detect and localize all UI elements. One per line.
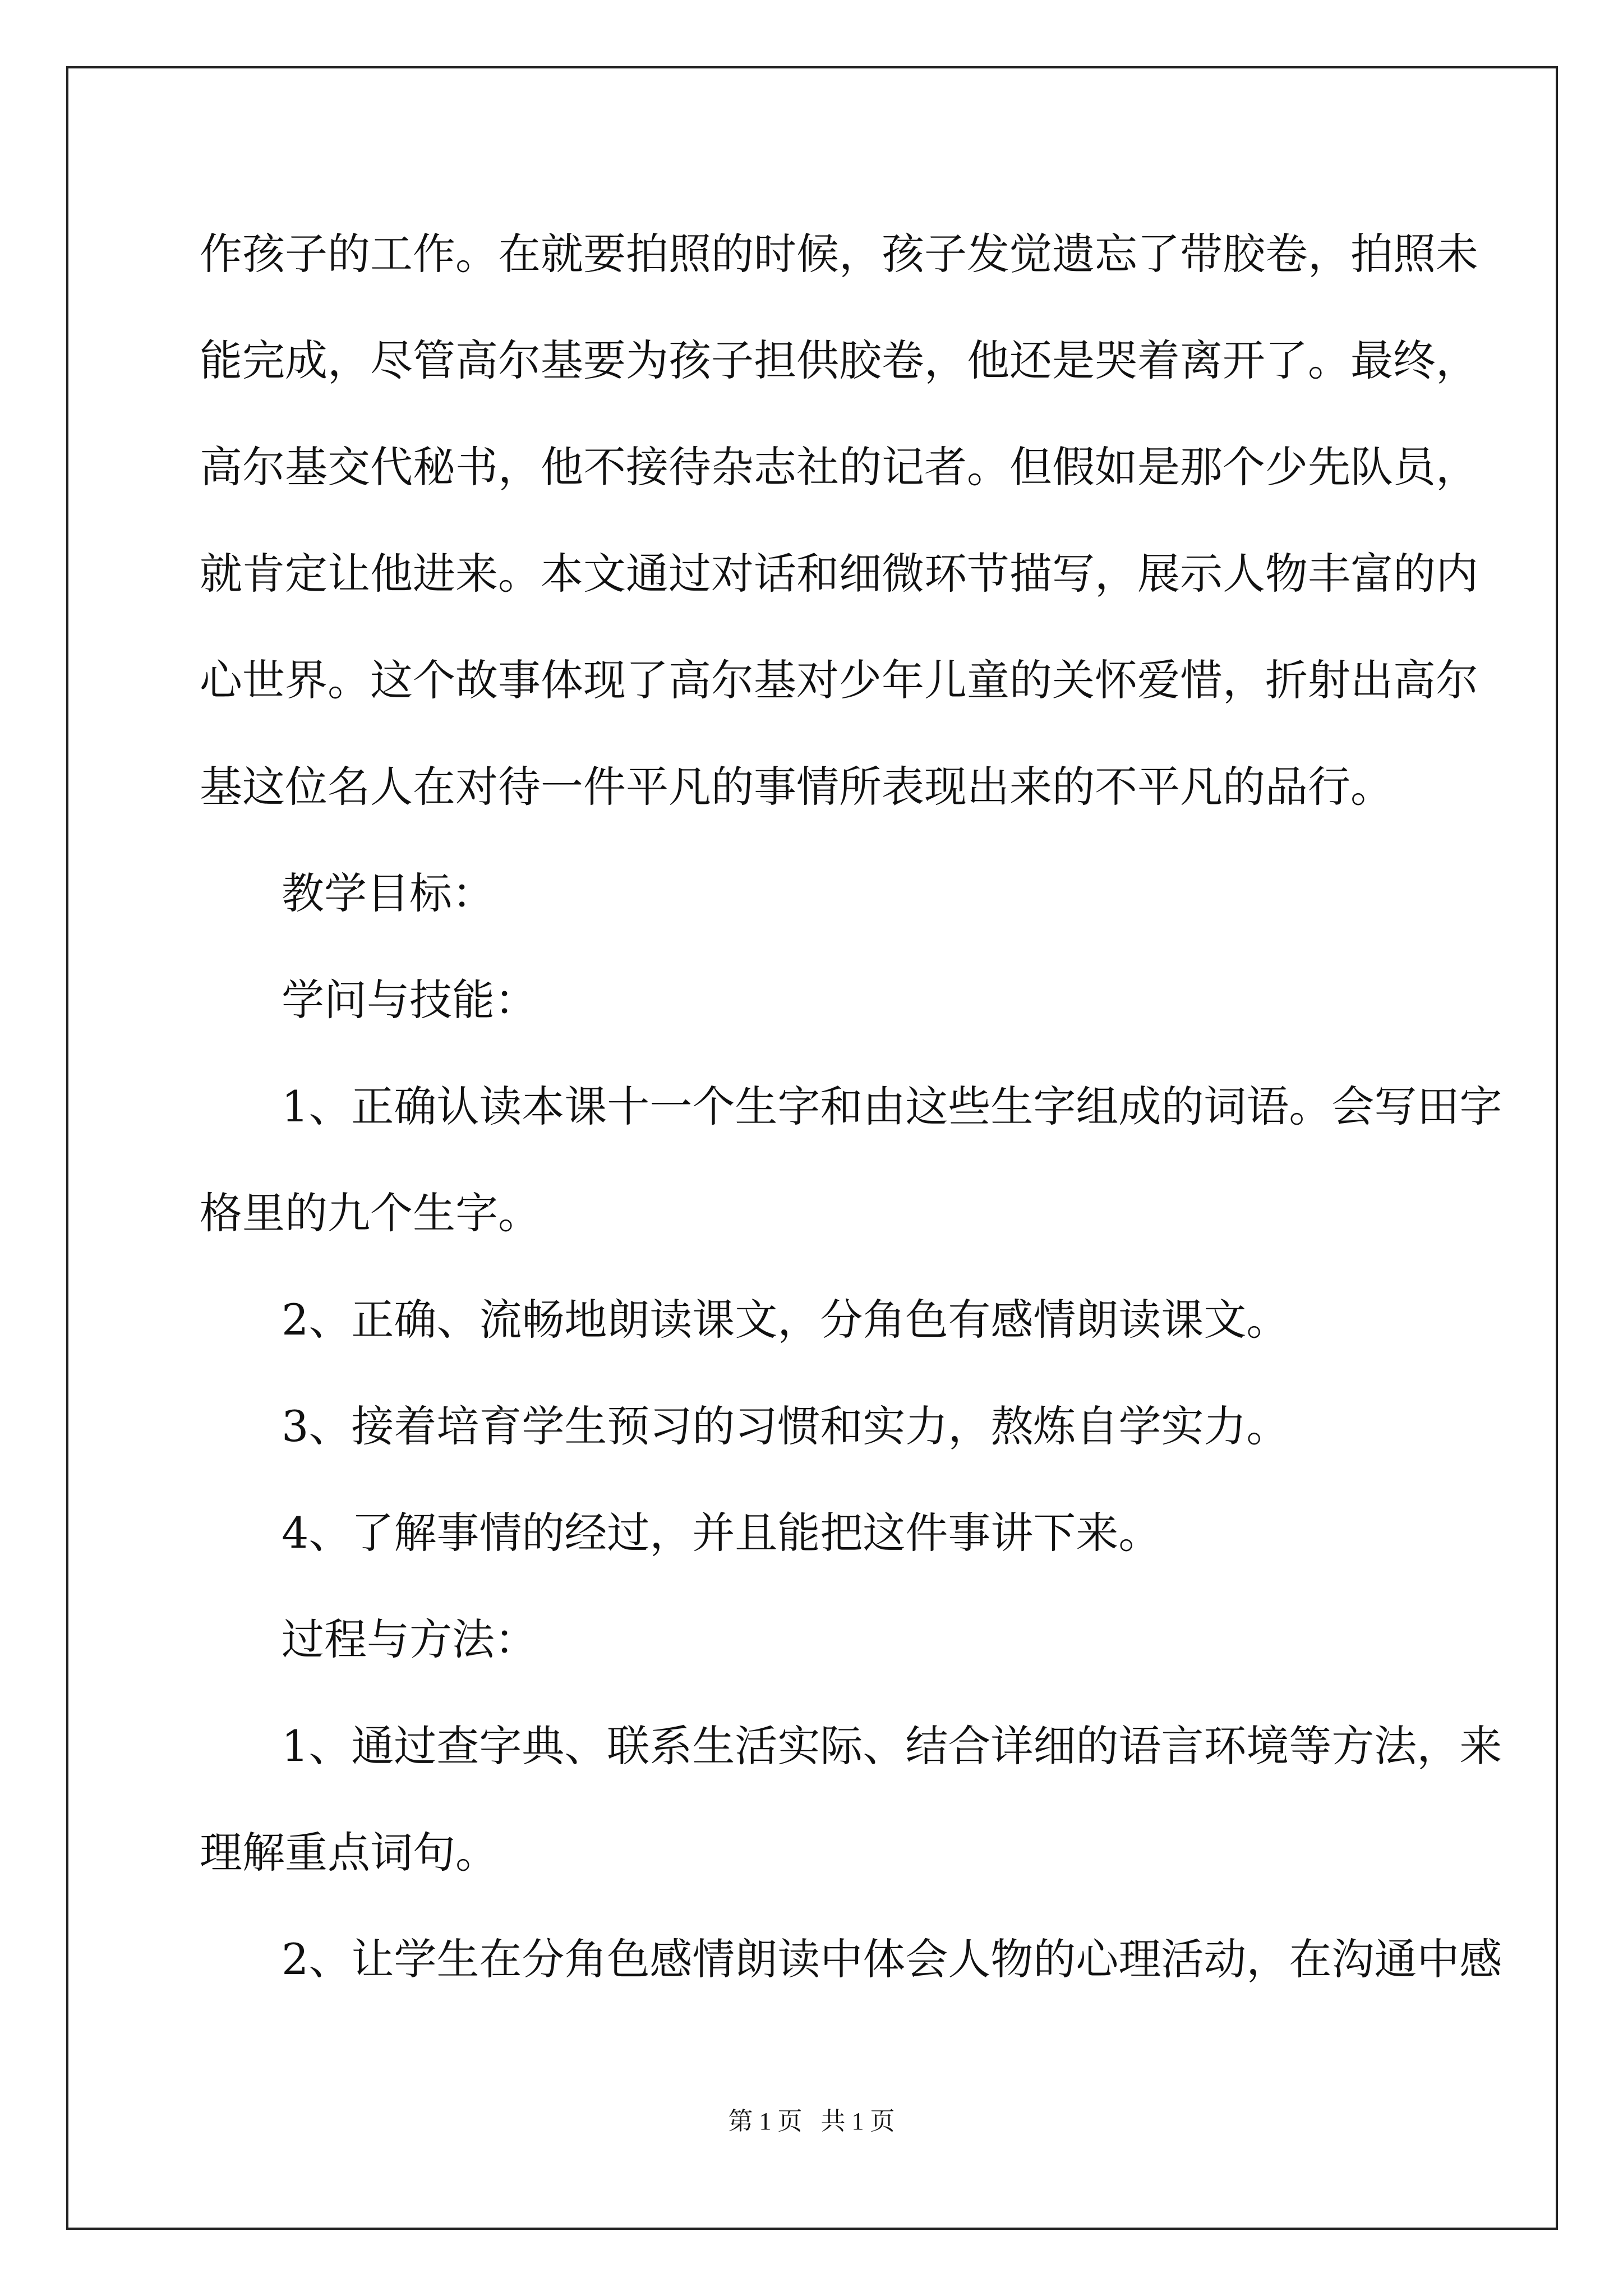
document-body [200, 201, 1502, 2013]
page-footer: 第 1 页 共 1 页 [728, 2108, 895, 2135]
text-line: 1、正确认读本课十一个生字和由这些生字组成的词语。会写田字 [282, 1082, 1502, 1131]
text-line: 1、通过查字典、联系生活实际、结合详细的语言环境等方法，来 [282, 1721, 1502, 1771]
section-heading: 学问与技能： [282, 975, 537, 1025]
text-line: 高尔基交代秘书，他不接待杂志社的记者。但假如是那个少先队员， [200, 442, 1478, 492]
text-line: 作孩子的工作。在就要拍照的时候，孩子发觉遗忘了带胶卷，拍照未 [200, 229, 1478, 279]
section-heading: 教学目标： [282, 868, 495, 918]
text-line: 格里的九个生字。 [200, 1188, 541, 1238]
section-heading: 过程与方法： [282, 1614, 537, 1664]
text-line: 4、了解事情的经过，并且能把这件事讲下来。 [282, 1508, 1161, 1558]
text-line: 心世界。这个故事体现了高尔基对少年儿童的关怀爱惜，折射出高尔 [200, 655, 1478, 705]
text-line: 2、让学生在分角色感情朗读中体会人物的心理活动，在沟通中感 [282, 1934, 1502, 1984]
text-line: 就肯定让他进来。本文通过对话和细微环节描写，展示人物丰富的内 [200, 549, 1478, 599]
text-line: 能完成，尽管高尔基要为孩子担供胶卷，他还是哭着离开了。最终， [200, 335, 1478, 385]
text-line: 理解重点词句。 [200, 1828, 498, 1878]
text-line: 基这位名人在对待一件平凡的事情所表现出来的不平凡的品行。 [200, 762, 1393, 812]
text-line: 3、接着培育学生预习的习惯和实力，熬炼自学实力。 [282, 1401, 1289, 1451]
text-line: 2、正确、流畅地朗读课文，分角色有感情朗读课文。 [282, 1295, 1289, 1345]
